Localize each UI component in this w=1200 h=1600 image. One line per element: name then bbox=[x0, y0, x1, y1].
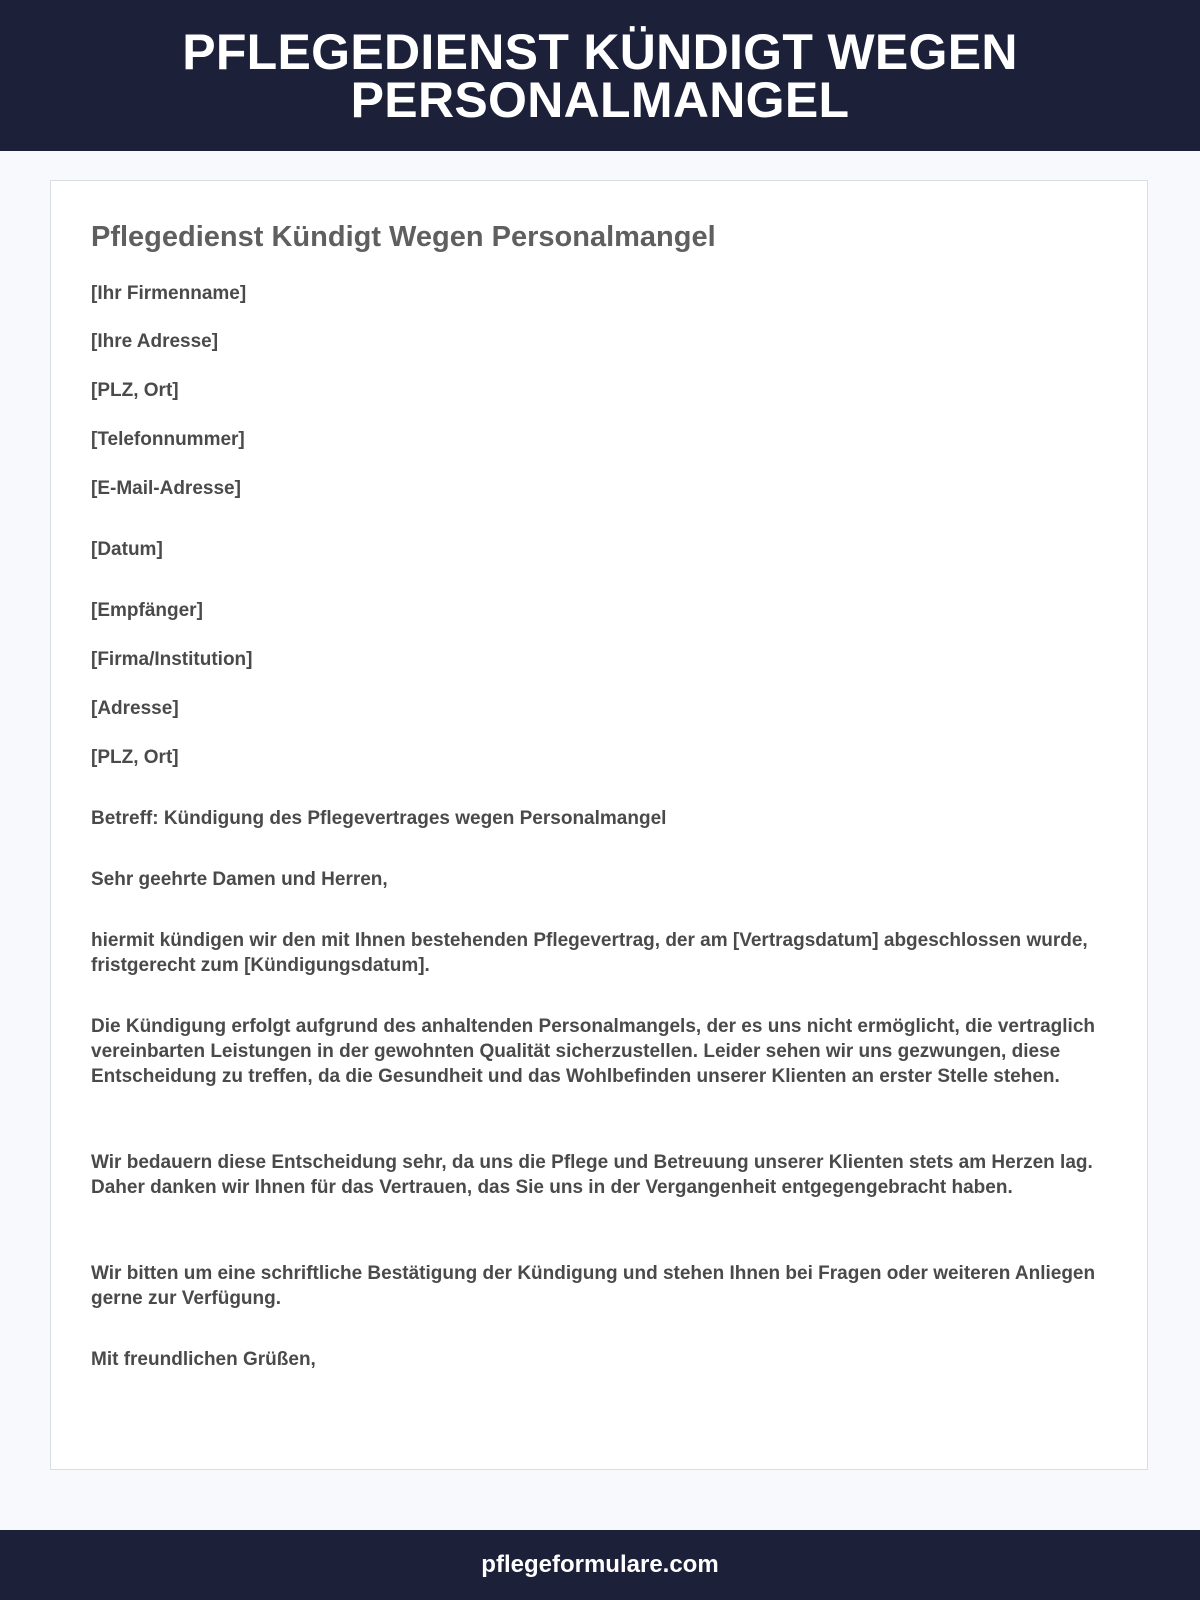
sender-company: [Ihr Firmenname] bbox=[91, 283, 247, 304]
letter-card bbox=[50, 180, 1148, 1470]
footer-site-link[interactable]: pflegeformulare.com bbox=[481, 1551, 719, 1578]
letter-paragraph: Die Kündigung erfolgt aufgrund des anhaltenden Personalmangels, der es uns nicht ermöglicht, die vertraglich vereinbarten Leistungen in der gewohnten Qualität sicherzustellen. Leider sehen wir uns gezwungen, diese Entscheidung zu treffen, da die Gesundheit und das Wohlbefinden unserer Klienten an erster Stelle stehen. bbox=[91, 1016, 1095, 1087]
letter-paragraph: Wir bedauern diese Entscheidung sehr, da uns die Pflege und Betreuung unserer Klienten stets am Herzen lag. Daher danken wir Ihnen für das Vertrauen, das Sie uns in der Vergangenheit entgegengebracht haben. bbox=[91, 1152, 1093, 1198]
page-footer bbox=[0, 1530, 1200, 1600]
sender-address: [Ihre Adresse] bbox=[91, 331, 219, 352]
letter-closing: Mit freundlichen Grüßen, bbox=[91, 1349, 316, 1370]
letter-paragraph: hiermit kündigen wir den mit Ihnen bestehenden Pflegevertrag, der am [Vertragsdatum] abgeschlossen wurde, fristgerecht zum [Kündigungsdatum]. bbox=[91, 930, 1088, 976]
document-title: Pflegedienst Kündigt Wegen Personalmangel bbox=[91, 221, 716, 253]
sender-zip-city: [PLZ, Ort] bbox=[91, 380, 179, 401]
letter-subject: Betreff: Kündigung des Pflegevertrages wegen Personalmangel bbox=[91, 808, 667, 829]
letter-salutation: Sehr geehrte Damen und Herren, bbox=[91, 869, 388, 890]
page-header bbox=[0, 0, 1200, 151]
sender-email: [E-Mail-Adresse] bbox=[91, 478, 241, 499]
recipient-zip-city: [PLZ, Ort] bbox=[91, 747, 179, 768]
letter-date: [Datum] bbox=[91, 539, 163, 560]
sender-phone: [Telefonnummer] bbox=[91, 429, 245, 450]
letter-paragraph: Wir bitten um eine schriftliche Bestätigung der Kündigung und stehen Ihnen bei Fragen oder weiteren Anliegen gerne zur Verfügung. bbox=[91, 1263, 1096, 1309]
recipient-address: [Adresse] bbox=[91, 698, 179, 719]
page-title: PFLEGEDIENST KÜNDIGT WEGEN PERSONALMANGEL bbox=[182, 23, 1018, 128]
recipient-company: [Firma/Institution] bbox=[91, 649, 253, 670]
recipient-name: [Empfänger] bbox=[91, 600, 203, 621]
